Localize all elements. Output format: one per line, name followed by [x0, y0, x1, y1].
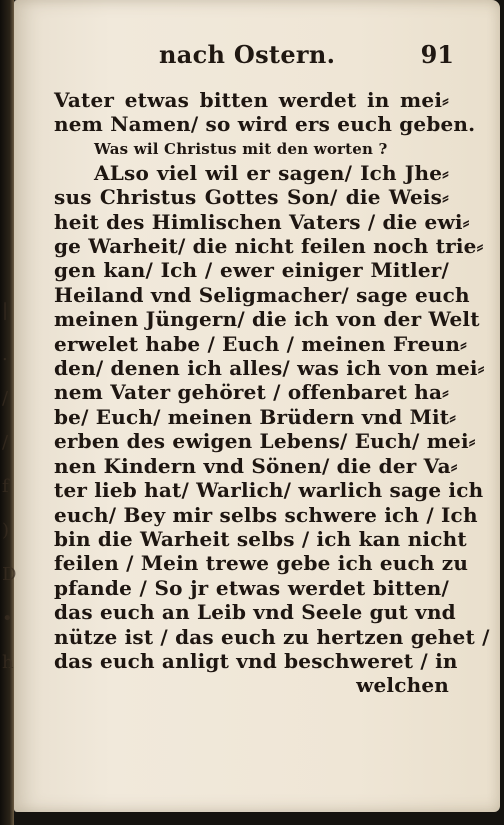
text-line: erwelet habe / Euch / meinen Freun⸗ — [54, 331, 468, 356]
text-line: den/ denen ich alles/ was ich von mei⸗ — [54, 356, 485, 381]
text-line: erben des ewigen Lebens/ Euch/ mei⸗ — [54, 429, 476, 454]
text-line: euch/ Bey mir selbs schwere ich / Ich — [54, 502, 478, 527]
text-line: meinen Jüngern/ die ich von der Welt — [54, 307, 480, 332]
text-line: nütze ist / das euch zu hertzen gehet / — [54, 624, 490, 649]
page-number: 91 — [420, 40, 454, 69]
margin-bleed: | . / / f ) D • h — [2, 300, 17, 673]
text-line: das euch anligt vnd beschweret / in — [54, 648, 458, 673]
text-line: gen kan/ Ich / ewer einiger Mitler/ — [54, 258, 449, 283]
text-line: ge Warheit/ die nicht feilen noch trie⸗ — [54, 234, 484, 259]
text-line-initial: ALso viel wil er sagen/ Ich Jhe⸗ — [94, 160, 449, 185]
text-line: ter lieb hat/ Warlich/ warlich sage ich — [54, 478, 484, 503]
text-line: be/ Euch/ meinen Brüdern vnd Mit⸗ — [54, 404, 457, 429]
text-line: das euch an Leib vnd Seele gut vnd — [54, 600, 456, 625]
text-line: Vater etwas bitten werdet in mei⸗ — [54, 88, 449, 112]
book-page — [14, 0, 500, 812]
text-line: bin die Warheit selbs / ich kan nicht — [54, 526, 467, 551]
text-line: Heiland vnd Seligmacher/ sage euch — [54, 282, 470, 307]
text-line: sus Christus Gottes Son/ die Weis⸗ — [54, 185, 449, 210]
body-text — [54, 88, 490, 698]
running-title: nach Ostern. — [159, 40, 336, 69]
running-header — [134, 40, 454, 72]
text-line: pfande / So jr etwas werdet bitten/ — [54, 575, 449, 600]
section-question: Was wil Christus mit den worten ? — [94, 139, 388, 158]
catchword: welchen — [356, 673, 449, 698]
text-line: nem Vater gehöret / offenbaret ha⸗ — [54, 380, 449, 405]
text-line: heit des Himlischen Vaters / die ewi⸗ — [54, 209, 470, 234]
text-line: nem Namen/ so wird ers euch geben. — [54, 112, 476, 137]
text-line: nen Kindern vnd Sönen/ die der Va⸗ — [54, 453, 458, 478]
text-line: feilen / Mein trewe gebe ich euch zu — [54, 551, 469, 576]
